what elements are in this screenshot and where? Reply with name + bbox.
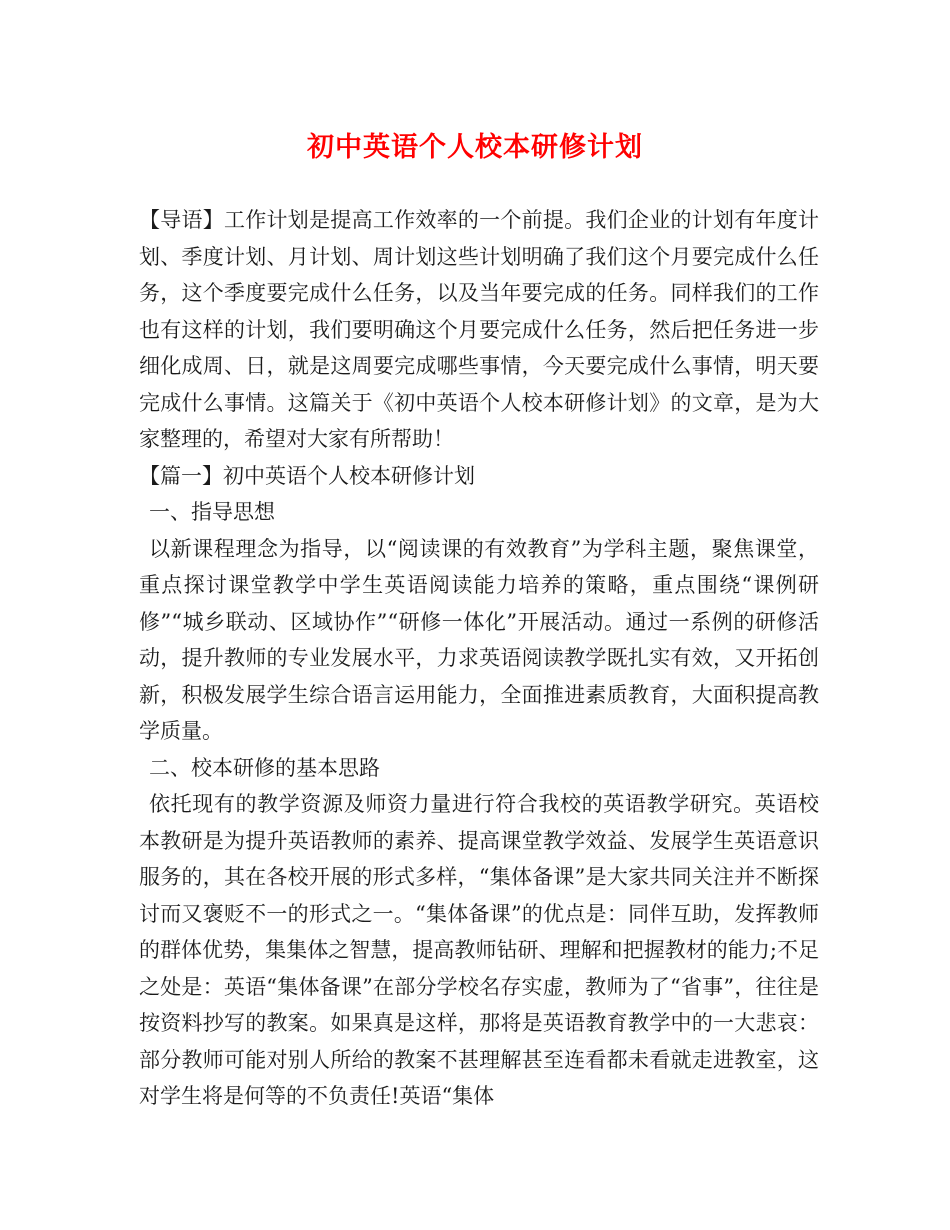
- section-heading-guiding-ideology: 一、指导思想: [149, 500, 275, 524]
- guiding-ideology-paragraph: 以新课程理念为指导，以“阅读课的有效教育”为学科主题，聚焦课堂，重点探讨课堂教学中学生英语阅读能力培养的策略，重点围绕“课例研修”“城乡联动、区域协作”“研修一体化”开展活动。通过一系例的研修活动，提升教师的专业发展水平，力求英语阅读教学既扎实有效，又开拓创新，积极发展学生综合语言运用能力，全面推进素质教育，大面积提高教学质量。: [139, 536, 819, 743]
- intro-paragraph: 【导语】工作计划是提高工作效率的一个前提。我们企业的计划有年度计划、季度计划、月计划、周计划这些计划明确了我们这个月要完成什么任务，这个季度要完成什么任务，以及当年要完成的任务。同样我们的工作也有这样的计划，我们要明确这个月要完成什么任务，然后把任务进一步细化成周、日，就是这周要完成哪些事情，今天要完成什么事情，明天要完成什么事情。这篇关于《初中英语个人校本研修计划》的文章，是为大家整理的，希望对大家有所帮助！: [139, 208, 819, 451]
- basic-approach-paragraph: 依托现有的教学资源及师资力量进行符合我校的英语教学研究。英语校本教研是为提升英语教师的素养、提高课堂教学效益、发展学生英语意识服务的，其在各校开展的形式多样，“集体备课”是大家共同关注并不断探讨而又褒贬不一的形式之一。“集体备课”的优点是：同伴互助，发挥教师的群体优势，集集体之智慧，提高教师钻研、理解和把握教材的能力;不足之处是：英语“集体备课”在部分学校名存实虚，教师为了“省事”，往往是按资料抄写的教案。如果真是这样，那将是英语教育教学中的一大悲哀：部分教师可能对别人所给的教案不甚理解甚至连看都未看就走进教室，这对学生将是何等的不负责任!英语“集体: [139, 792, 819, 1108]
- section-heading-basic-approach: 二、校本研修的基本思路: [149, 755, 380, 780]
- document-body: [139, 202, 819, 1115]
- document-title: 初中英语个人校本研修计划: [307, 132, 643, 163]
- section-heading-part-one: 【篇一】初中英语个人校本研修计划: [139, 463, 475, 488]
